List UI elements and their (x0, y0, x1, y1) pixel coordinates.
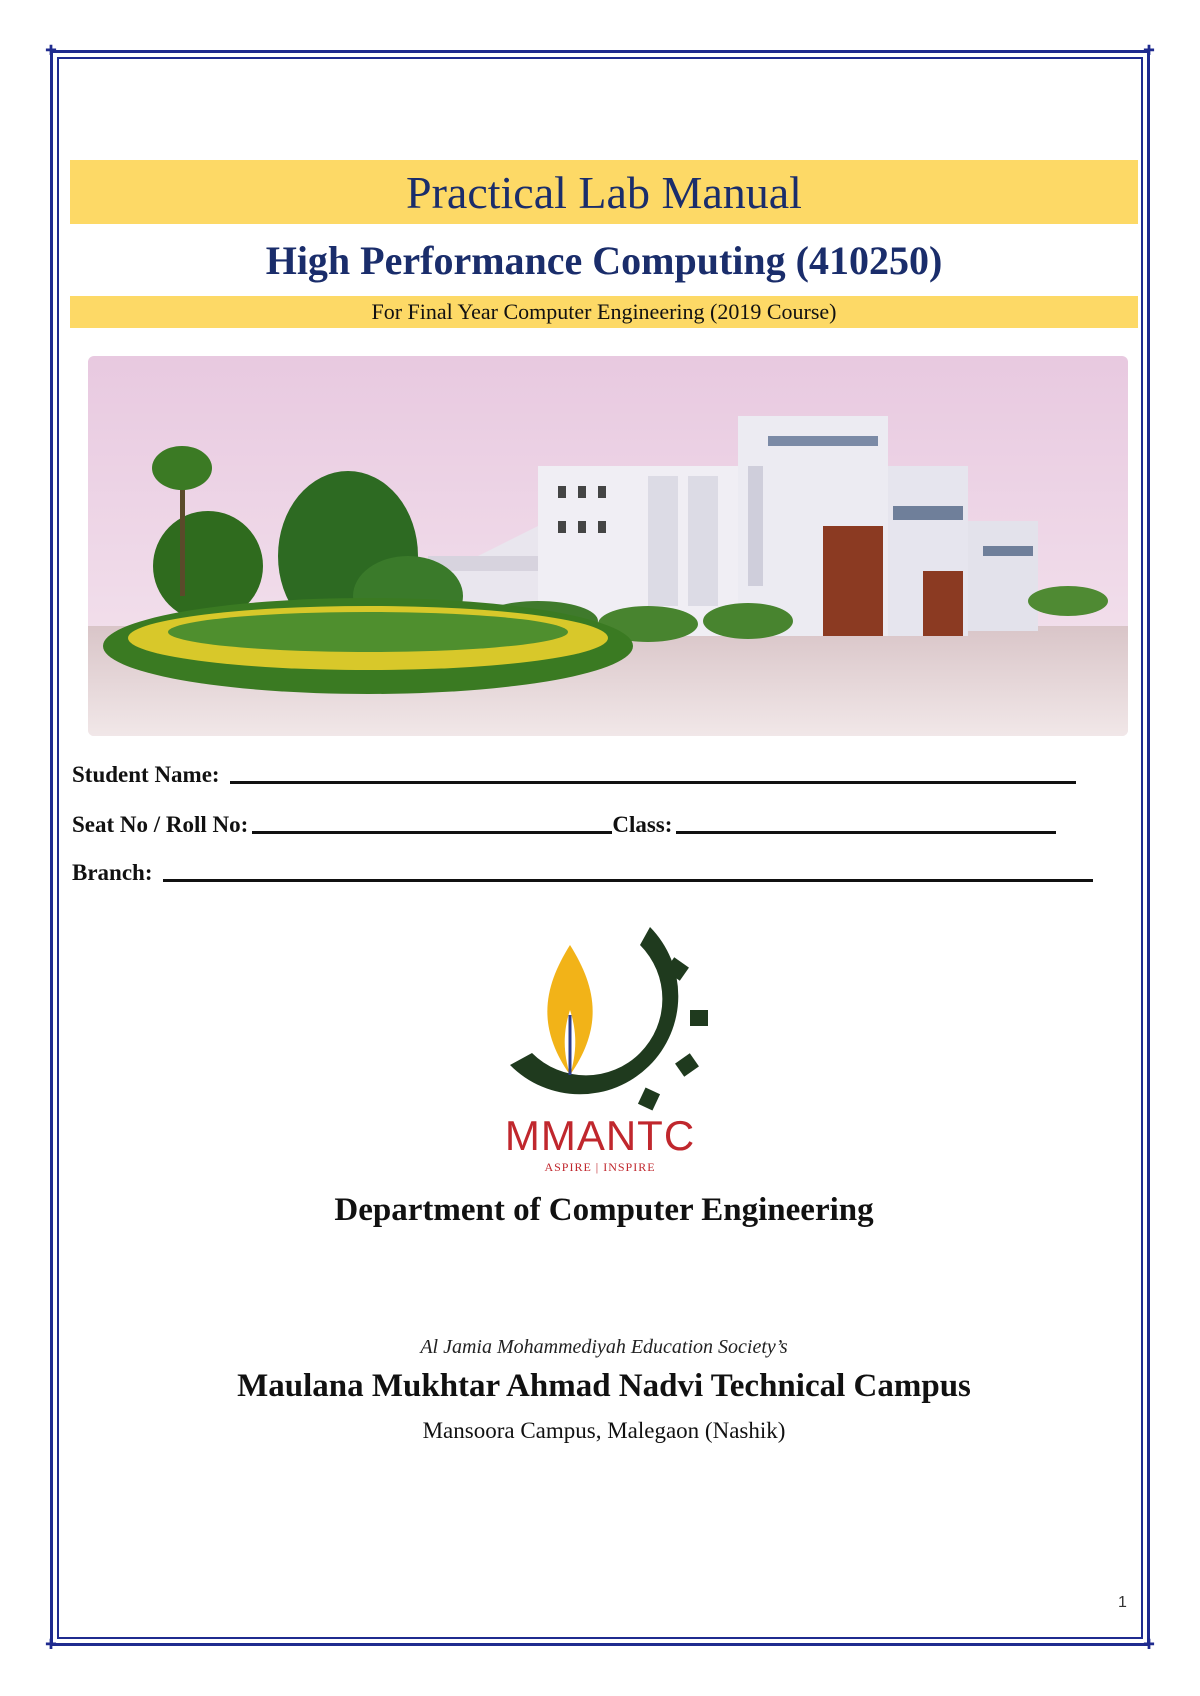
society-name: Al Jamia Mohammediyah Education Society’s (420, 1336, 788, 1358)
branch-row (72, 860, 1093, 886)
logo-tagline: ASPIRE | INSPIRE (544, 1160, 656, 1174)
corner-ornament-icon: ✚ (45, 43, 57, 59)
corner-ornament-icon: ✚ (1143, 1637, 1155, 1653)
branch-field[interactable] (163, 879, 1093, 882)
seat-class-row (72, 812, 1056, 838)
corner-ornament-icon: ✚ (45, 1637, 57, 1653)
student-name-row (72, 762, 1076, 788)
student-name-label: Student Name: (72, 762, 220, 787)
corner-ornament-icon: ✚ (1143, 43, 1155, 59)
branch-label: Branch: (72, 860, 153, 885)
seat-field[interactable] (252, 831, 612, 834)
institution-name: Maulana Mukhtar Ahmad Nadvi Technical Campus (237, 1368, 971, 1404)
campus-photo (88, 356, 1128, 736)
class-field[interactable] (676, 831, 1056, 834)
course-subtitle: For Final Year Computer Engineering (2019 Course) (371, 299, 837, 324)
student-name-field[interactable] (230, 781, 1076, 784)
subject-title: High Performance Computing (410250) (265, 237, 943, 283)
department-name: Department of Computer Engineering (334, 1192, 874, 1228)
institution-location: Mansoora Campus, Malegaon (Nashik) (422, 1418, 786, 1443)
page-number: 1 (1118, 1594, 1127, 1611)
logo-wordmark: MMANTC (504, 1112, 696, 1159)
manual-title: Practical Lab Manual (406, 166, 802, 218)
class-label: Class: (612, 812, 673, 837)
seat-label: Seat No / Roll No: (72, 812, 249, 837)
